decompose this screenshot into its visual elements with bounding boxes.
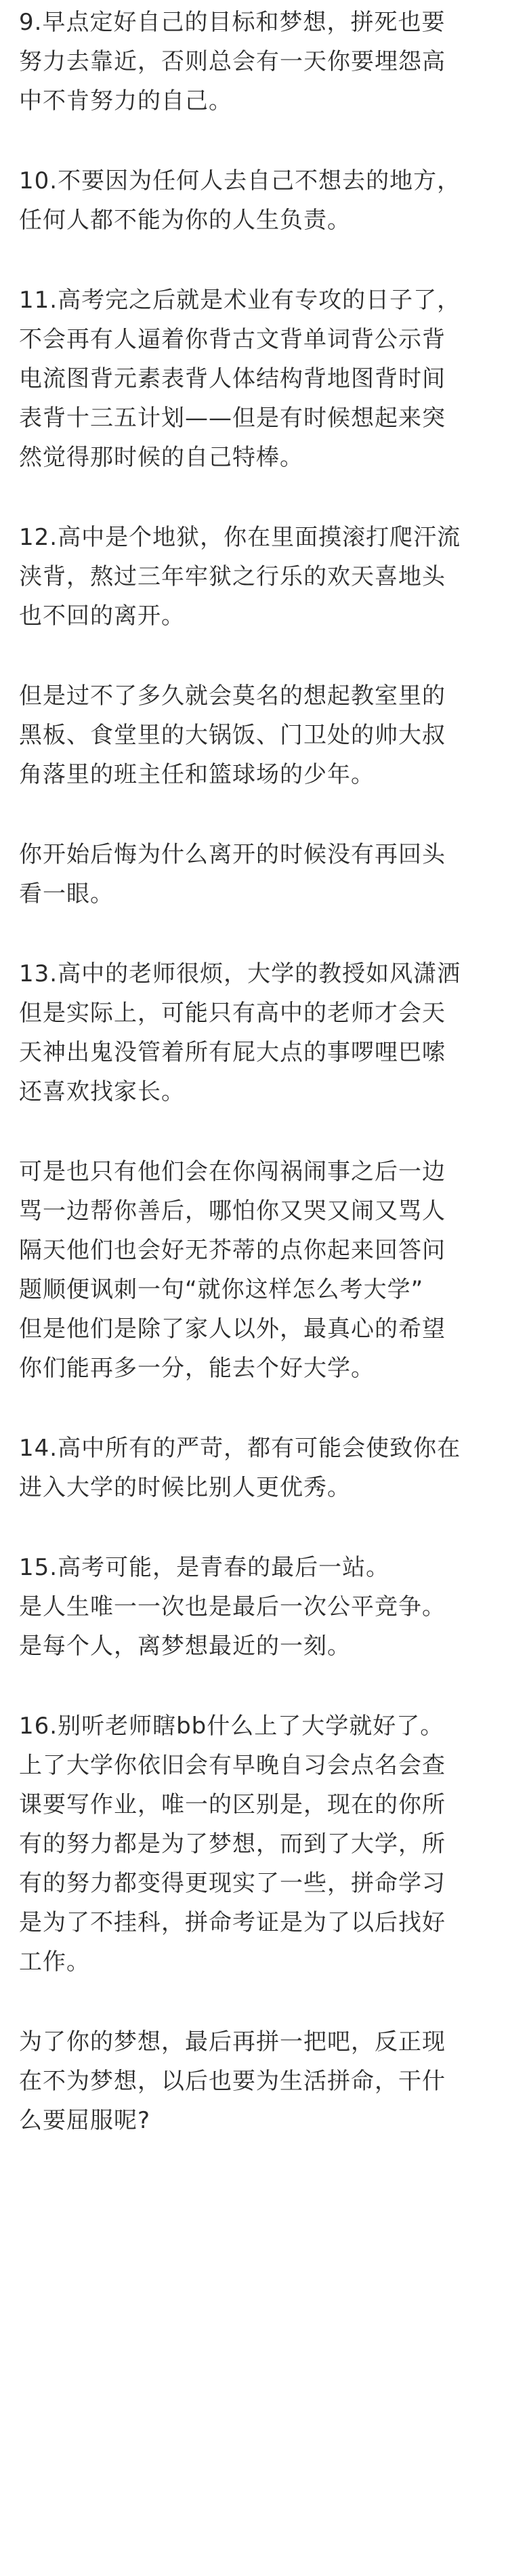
text-line: 上了大学你依旧会有早晚自习会点名会查 bbox=[19, 1752, 446, 1779]
text-line: 13.高中的老师很烦，大学的教授如风潇洒 bbox=[19, 960, 461, 987]
text-line: 黑板、食堂里的大锅饭、门卫处的帅大叔 bbox=[19, 722, 446, 749]
text-line: 有的努力都变得更现实了一些，拼命学习 bbox=[19, 1870, 446, 1897]
text-line: 是每个人，离梦想最近的一刻。 bbox=[19, 1633, 351, 1660]
paragraph bbox=[19, 281, 510, 477]
text-line: 隔天他们也会好无芥蒂的点你起来回答问 bbox=[19, 1237, 446, 1264]
text-line: 努力去靠近，否则总会有一天你要埋怨高 bbox=[19, 48, 446, 75]
text-line: 看一眼。 bbox=[19, 880, 114, 907]
text-line: 题顺便讽刺一句“就你这样怎么考大学” bbox=[19, 1276, 424, 1303]
text-line: 但是过不了多久就会莫名的想起教室里的 bbox=[19, 682, 446, 710]
text-line: 但是实际上，可能只有高中的老师才会天 bbox=[19, 1000, 446, 1027]
paragraph bbox=[19, 835, 510, 914]
text-line: 可是也只有他们会在你闯祸闹事之后一边 bbox=[19, 1158, 446, 1185]
text-line: 你开始后悔为什么离开的时候没有再回头 bbox=[19, 841, 446, 868]
text-line: 还喜欢找家长。 bbox=[19, 1078, 185, 1105]
text-line: 你们能再多一分，能去个好大学。 bbox=[19, 1355, 375, 1382]
text-line: 骂一边帮你善后，哪怕你又哭又闹又骂人 bbox=[19, 1198, 446, 1225]
paragraph bbox=[19, 1706, 510, 1982]
text-line: 12.高中是个地狱，你在里面摸滚打爬汗流 bbox=[19, 524, 461, 551]
text-line: 9.早点定好自己的目标和梦想，拼死也要 bbox=[19, 9, 446, 36]
text-line: 在不为梦想，以后也要为生活拼命，干什 bbox=[19, 2068, 446, 2095]
paragraph bbox=[19, 954, 510, 1111]
paragraph bbox=[19, 676, 510, 794]
text-line: 11.高考完之后就是术业有专攻的日子了， bbox=[19, 287, 461, 314]
text-line: 角落里的班主任和篮球场的少年。 bbox=[19, 761, 375, 788]
paragraph bbox=[19, 1548, 510, 1666]
paragraph bbox=[19, 2022, 510, 2140]
text-line: 表背十三五计划——但是有时候想起来突 bbox=[19, 405, 446, 432]
text-line: 但是他们是除了家人以外，最真心的希望 bbox=[19, 1315, 446, 1343]
text-line: 任何人都不能为你的人生负责。 bbox=[19, 207, 351, 234]
text-line: 16.别听老师瞎bb什么上了大学就好了。 bbox=[19, 1713, 444, 1740]
text-line: 浃背，熬过三年牢狱之行乐的欢天喜地头 bbox=[19, 563, 446, 590]
text-line: 天神出鬼没管着所有屁大点的事啰哩巴嗦 bbox=[19, 1039, 446, 1066]
text-line: 然觉得那时候的自己特棒。 bbox=[19, 444, 303, 471]
paragraph bbox=[19, 3, 510, 121]
text-line: 中不肯努力的自己。 bbox=[19, 87, 232, 115]
text-line: 15.高考可能，是青春的最后一站。 bbox=[19, 1554, 390, 1581]
text-line: 是人生唯一一次也是最后一次公平竞争。 bbox=[19, 1593, 446, 1620]
text-line: 么要屈服呢? bbox=[19, 2107, 151, 2134]
text-line: 10.不要因为任何人去自己不想去的地方， bbox=[19, 167, 461, 195]
text-line: 课要写作业，唯一的区别是，现在的你所 bbox=[19, 1791, 446, 1818]
text-line: 为了你的梦想，最后再拼一把吧，反正现 bbox=[19, 2028, 446, 2056]
text-line: 是为了不挂科，拼命考证是为了以后找好 bbox=[19, 1909, 446, 1936]
paragraph bbox=[19, 1152, 510, 1388]
paragraph bbox=[19, 1429, 510, 1507]
text-line: 电流图背元素表背人体结构背地图背时间 bbox=[19, 365, 446, 392]
text-line: 进入大学的时候比别人更优秀。 bbox=[19, 1474, 351, 1501]
text-line: 工作。 bbox=[19, 1948, 90, 1976]
text-line: 也不回的离开。 bbox=[19, 602, 185, 630]
text-line: 不会再有人逼着你背古文背单词背公示背 bbox=[19, 326, 446, 353]
paragraph bbox=[19, 161, 510, 240]
text-line: 有的努力都是为了梦想，而到了大学，所 bbox=[19, 1831, 446, 1858]
text-line: 14.高中所有的严苛，都有可能会使致你在 bbox=[19, 1435, 461, 1462]
paragraph bbox=[19, 518, 510, 636]
